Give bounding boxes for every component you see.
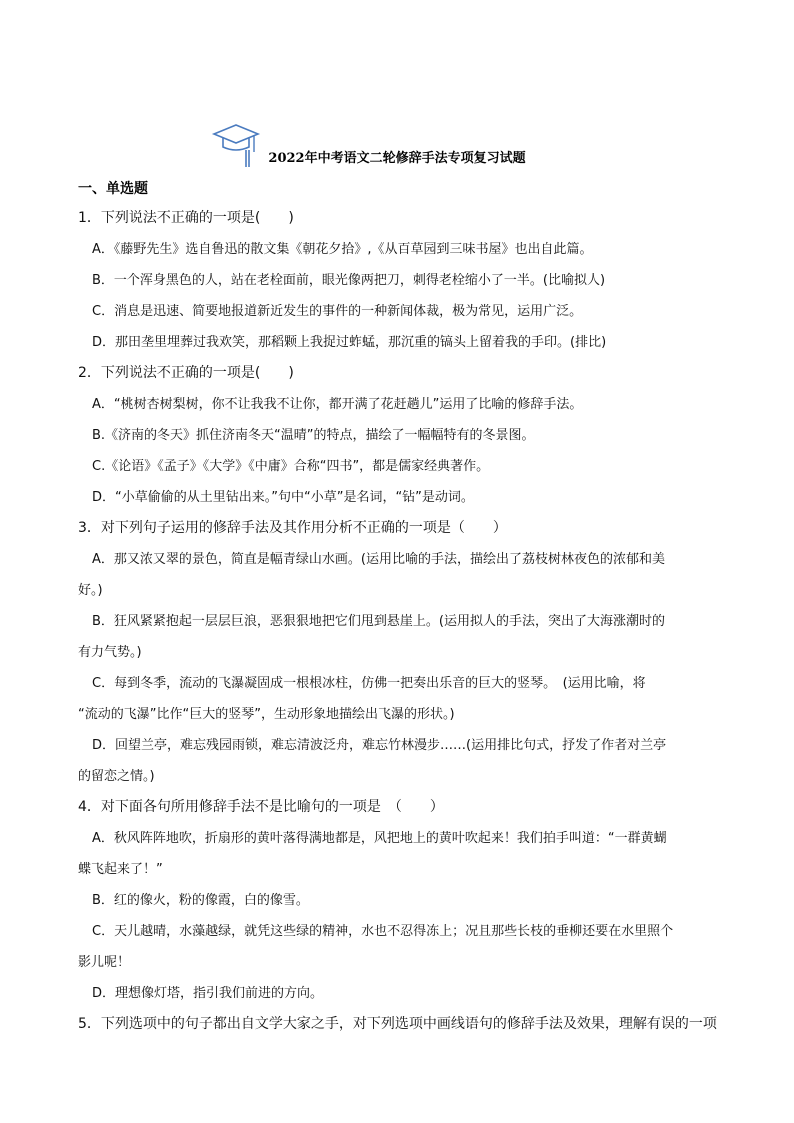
question-5 xyxy=(78,1009,718,1040)
option-d: D．那田垄里埋葬过我欢笑，那稻颗上我捉过蚱蜢，那沉重的镐头上留着我的手印。(排比) xyxy=(92,335,607,350)
question-stem: 3．对下列句子运用的修辞手法及其作用分析不正确的一项是（ ） xyxy=(78,520,507,536)
question-stem: 4．对下面各句所用修辞手法不是比喻句的一项是 （ ） xyxy=(78,799,444,815)
option-b: B.《济南的冬天》抓住济南冬天“温晴”的特点，描绘了一幅幅特有的冬景图。 xyxy=(92,428,535,443)
option-a-continued: 蝶飞起来了！” xyxy=(78,862,163,877)
option-c: C.《论语》《孟子》《大学》《中庸》合称“四书”，都是儒家经典著作。 xyxy=(92,459,490,474)
option-a-continued: 好。) xyxy=(78,583,103,598)
question-4 xyxy=(78,792,718,1009)
option-a: A．那又浓又翠的景色，简直是幅青绿山水画。(运用比喻的手法，描绘出了荔枝树林夜色的浓郁和美 xyxy=(92,552,665,567)
option-a: A．“桃树杏树梨树，你不让我我不让你，都开满了花赶趟儿”运用了比喻的修辞手法。 xyxy=(92,397,583,412)
question-stem: 5．下列选项中的句子都出自文学大家之手，对下列选项中画线语句的修辞手法及效果，理解有误的一项 xyxy=(78,1016,717,1032)
option-d-continued: 的留恋之情。) xyxy=(78,769,155,784)
option-a: A．《藤野先生》选自鲁迅的散文集《朝花夕拾》,《从百草园到三味书屋》也出自此篇。 xyxy=(92,242,593,257)
question-list xyxy=(78,203,718,1040)
question-2 xyxy=(78,358,718,513)
option-d: D．“小草偷偷的从土里钻出来。”句中“小草”是名词，“钻”是动词。 xyxy=(92,490,474,505)
question-1 xyxy=(78,203,718,358)
option-d: D．理想像灯塔，指引我们前进的方向。 xyxy=(92,986,324,1001)
option-b: B．狂风紧紧抱起一层层巨浪，恶狠狠地把它们甩到悬崖上。(运用拟人的手法，突出了大海涨潮时的 xyxy=(92,614,665,629)
option-b-continued: 有力气势。) xyxy=(78,645,142,660)
option-b: B．一个浑身黑色的人，站在老栓面前，眼光像两把刀，刺得老栓缩小了一半。(比喻拟人) xyxy=(92,273,606,288)
section-heading: 一、单选题 xyxy=(78,181,148,197)
option-b: B．红的像火，粉的像霞，白的像雪。 xyxy=(92,893,309,908)
question-stem: 2．下列说法不正确的一项是( ) xyxy=(78,365,294,381)
option-c: C．每到冬季，流动的飞瀑凝固成一根根冰柱，仿佛一把奏出乐音的巨大的竖琴。 (运用比喻，将 xyxy=(92,676,646,691)
question-3 xyxy=(78,513,718,792)
option-c-continued: 影儿呢！ xyxy=(78,955,131,970)
option-d: D．回望兰亭，难忘残园雨锁，难忘清波泛舟，难忘竹林漫步……(运用排比句式，抒发了作者对兰亭 xyxy=(92,738,667,753)
option-c-continued: “流动的飞瀑”比作“巨大的竖琴”，生动形象地描绘出飞瀑的形状。) xyxy=(78,707,455,722)
question-stem: 1．下列说法不正确的一项是( ) xyxy=(78,210,294,226)
document-title: 2022年中考语文二轮修辞手法专项复习试题 xyxy=(268,151,526,166)
option-c: C．天儿越晴，水藻越绿，就凭这些绿的精神，水也不忍得冻上；况且那些长枝的垂柳还要在水里照个 xyxy=(92,924,674,939)
option-c: C．消息是迅速、简要地报道新近发生的事件的一种新闻体裁，极为常见，运用广泛。 xyxy=(92,304,583,319)
option-a: A．秋风阵阵地吹，折扇形的黄叶落得满地都是，风把地上的黄叶吹起来！我们拍手叫道：“一群黄蝴 xyxy=(92,831,667,846)
